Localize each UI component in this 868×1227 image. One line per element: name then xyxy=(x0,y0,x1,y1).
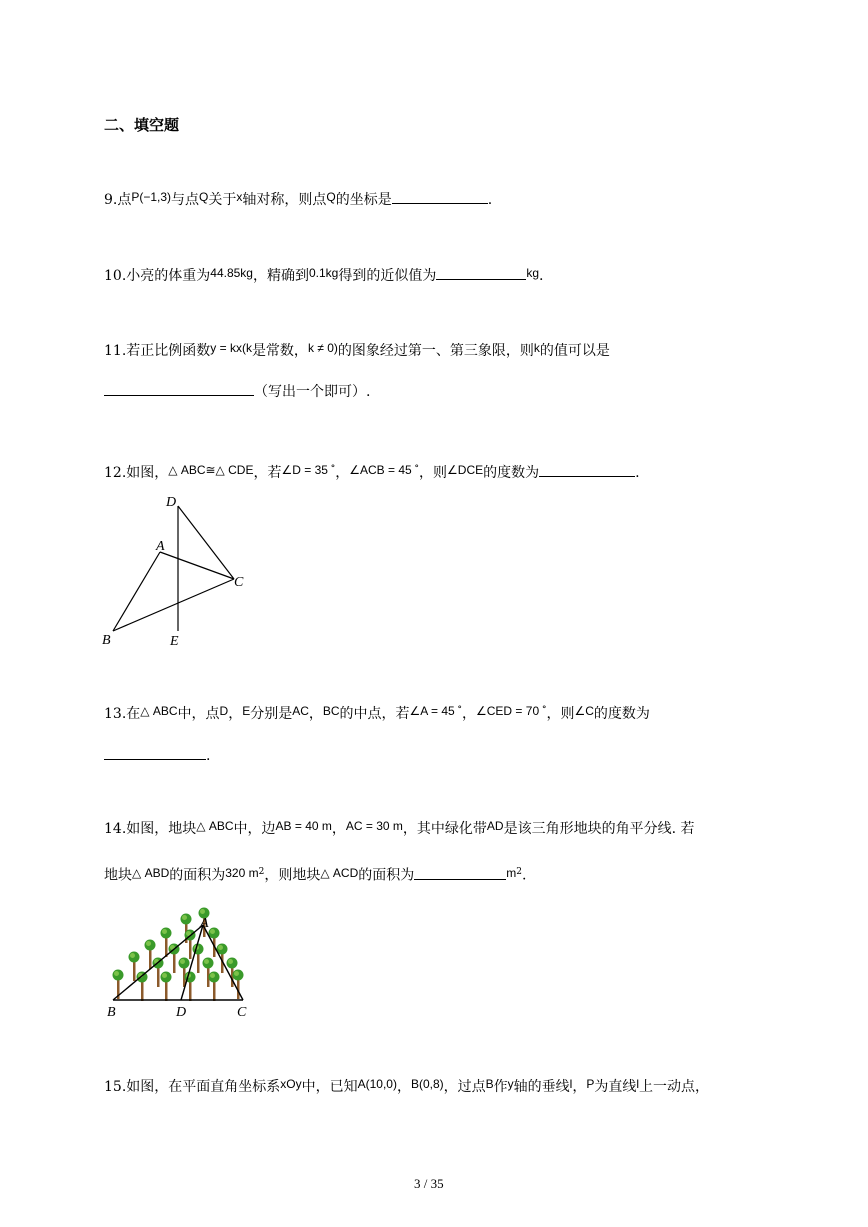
answer-blank[interactable] xyxy=(414,865,506,880)
q9-math: Q xyxy=(326,190,336,204)
q9-math: P(−1,3) xyxy=(131,190,172,204)
q14-number: 14. xyxy=(104,821,127,837)
q12-text: . xyxy=(635,465,640,481)
q13-math: ∠CED = 70 ˚ xyxy=(476,704,547,718)
q13-math: ∠C xyxy=(574,704,594,718)
q11-text: 的值可以是 xyxy=(539,343,610,359)
question-9 xyxy=(104,189,492,210)
land-triangle-figure-14 xyxy=(98,905,263,1020)
q14-text: ，其中绿化带 xyxy=(402,821,487,837)
q11-text: 是常数， xyxy=(251,343,308,359)
triangle-figure-12 xyxy=(98,488,258,653)
q9-number: 9. xyxy=(104,192,118,208)
q10-text: ，精确到 xyxy=(252,268,309,284)
line-BC xyxy=(113,579,234,631)
question-13 xyxy=(104,704,650,724)
q14-math: AD xyxy=(486,819,504,833)
q15-text: 作 xyxy=(493,1079,508,1095)
q14-text: 的面积为 xyxy=(169,867,226,884)
q11-text: （写出一个即可）. xyxy=(254,384,371,400)
label-E: E xyxy=(170,634,179,649)
question-14-line2 xyxy=(104,862,526,886)
q12-text: ， xyxy=(335,465,350,481)
q9-text: 轴对称，则点 xyxy=(242,192,327,208)
q14-text: ，则地块 xyxy=(264,867,321,884)
q12-text: 的度数为 xyxy=(483,465,540,481)
q13-text: . xyxy=(206,748,211,764)
q13-text: 中，点 xyxy=(177,706,220,722)
q10-text: 得到的近似值为 xyxy=(338,268,437,284)
q14-math: △ ABC xyxy=(196,819,234,833)
q13-text: ， xyxy=(462,706,476,722)
label-B: B xyxy=(102,633,111,648)
label-A: A xyxy=(156,539,165,554)
q9-text: . xyxy=(487,192,493,208)
q12-math: ∠D = 35 ˚ xyxy=(281,463,336,477)
q10-math: 44.85kg xyxy=(210,266,253,280)
q15-math: B(0,8) xyxy=(410,1077,444,1091)
answer-blank[interactable] xyxy=(436,265,526,280)
label-D: D xyxy=(176,1005,187,1020)
tree-icon xyxy=(193,944,204,974)
q10-math: kg xyxy=(526,266,540,280)
tree-icon xyxy=(185,972,196,1002)
section-title: 二、填空题 xyxy=(104,116,180,134)
q14-math: △ ACD xyxy=(320,865,359,880)
q9-math: x xyxy=(236,190,243,204)
q13-math: BC xyxy=(322,704,340,718)
q10-math: 0.1kg xyxy=(308,266,339,280)
q13-text: 的度数为 xyxy=(593,706,650,722)
q13-number: 13. xyxy=(104,706,127,722)
q9-text: 的坐标是 xyxy=(335,192,392,208)
question-11 xyxy=(104,341,610,361)
q15-text: 上一动点， xyxy=(639,1079,710,1095)
q12-math: ∠DCE xyxy=(447,463,484,477)
q11-math: k ≠ 0) xyxy=(307,341,338,355)
q11-number: 11. xyxy=(104,343,127,359)
q15-text: 如图，在平面直角坐标系 xyxy=(126,1079,281,1095)
q14-text: . xyxy=(521,867,527,884)
q13-text: ， xyxy=(308,706,323,722)
q12-text: 如图， xyxy=(126,465,169,481)
q13-math: AC xyxy=(292,704,309,718)
tree-icon xyxy=(161,972,172,1002)
label-C: C xyxy=(237,1005,247,1020)
q15-math: xOy xyxy=(280,1077,302,1091)
q12-text: ，则 xyxy=(419,465,448,481)
label-A: A xyxy=(200,916,209,931)
q15-text: 中，已知 xyxy=(301,1079,358,1095)
q14-text: 地块 xyxy=(104,867,132,884)
line-DC xyxy=(178,506,234,579)
trees xyxy=(113,908,244,1002)
q13-math: ∠A = 45 ˚ xyxy=(409,704,462,718)
q11-text: 若正比例函数 xyxy=(126,343,211,359)
q15-text: ， xyxy=(396,1079,411,1095)
q12-math: △ ABC≅△ CDE xyxy=(168,463,254,477)
q10-text: . xyxy=(539,268,544,284)
question-11-line2 xyxy=(104,381,370,402)
q15-text: 轴的垂线 xyxy=(513,1079,570,1095)
q15-math: P xyxy=(586,1077,595,1091)
q14-sup: 2 xyxy=(258,867,265,877)
q9-text: 关于 xyxy=(208,192,237,208)
q14-text: 中，边 xyxy=(233,821,276,837)
q13-math: △ ABC xyxy=(140,704,178,718)
question-12 xyxy=(104,462,640,483)
answer-blank[interactable] xyxy=(104,381,254,396)
q15-math: l xyxy=(569,1077,573,1091)
q13-math: E xyxy=(242,704,251,718)
answer-blank[interactable] xyxy=(539,462,635,477)
q15-math: l xyxy=(636,1077,640,1091)
q15-math: B xyxy=(485,1077,494,1091)
q9-text: 点 xyxy=(117,192,132,208)
q14-text: 的面积为 xyxy=(358,867,415,884)
q10-text: 小亮的体重为 xyxy=(126,268,211,284)
question-15 xyxy=(104,1077,709,1097)
q14-math: m xyxy=(506,865,517,880)
answer-blank[interactable] xyxy=(104,745,206,760)
q14-sup: 2 xyxy=(516,867,522,877)
q11-math: y = kx(k xyxy=(210,341,252,355)
q13-text: ， xyxy=(228,706,243,722)
answer-blank[interactable] xyxy=(392,189,488,204)
q9-math: Q xyxy=(199,190,209,204)
line-AB xyxy=(113,552,160,631)
q14-math: △ ABD xyxy=(132,865,170,880)
q13-text: ，则 xyxy=(546,706,575,722)
tree-icon xyxy=(209,972,220,1002)
q11-text: 的图象经过第一、第三象限，则 xyxy=(337,343,534,359)
q15-text: ， xyxy=(572,1079,587,1095)
q14-text: 是该三角形地块的角平分线. 若 xyxy=(503,821,695,837)
q12-text: ，若 xyxy=(253,465,282,481)
q14-math: AC = 30 m xyxy=(345,819,403,833)
label-C: C xyxy=(234,575,244,590)
q14-text: ， xyxy=(331,821,346,837)
q14-math: AB = 40 m xyxy=(275,819,332,833)
tree-icon xyxy=(113,970,124,1000)
q13-text: 分别是 xyxy=(250,706,293,722)
q9-text: 与点 xyxy=(171,192,200,208)
question-10 xyxy=(104,265,543,286)
page-number: 3 / 35 xyxy=(414,1176,444,1191)
q14-math: 320 m xyxy=(225,865,259,880)
question-14 xyxy=(104,819,695,839)
q15-math: y xyxy=(507,1077,514,1091)
q15-text: 为直线 xyxy=(594,1079,637,1095)
q10-number: 10. xyxy=(104,268,127,284)
q13-text: 的中点，若 xyxy=(339,706,410,722)
q13-text: 在 xyxy=(126,706,141,722)
label-B: B xyxy=(107,1005,116,1020)
question-13-line2 xyxy=(104,745,210,766)
q12-math: ∠ACB = 45 ˚ xyxy=(349,463,420,477)
q13-math: D xyxy=(219,704,229,718)
q12-number: 12. xyxy=(104,465,127,481)
q15-number: 15. xyxy=(104,1079,127,1095)
label-D: D xyxy=(166,495,177,510)
q15-math: A(10,0) xyxy=(357,1077,397,1091)
q14-text: 如图，地块 xyxy=(126,821,197,837)
tree-icon xyxy=(169,944,180,974)
q11-math: k xyxy=(533,341,540,355)
q15-text: ，过点 xyxy=(443,1079,486,1095)
